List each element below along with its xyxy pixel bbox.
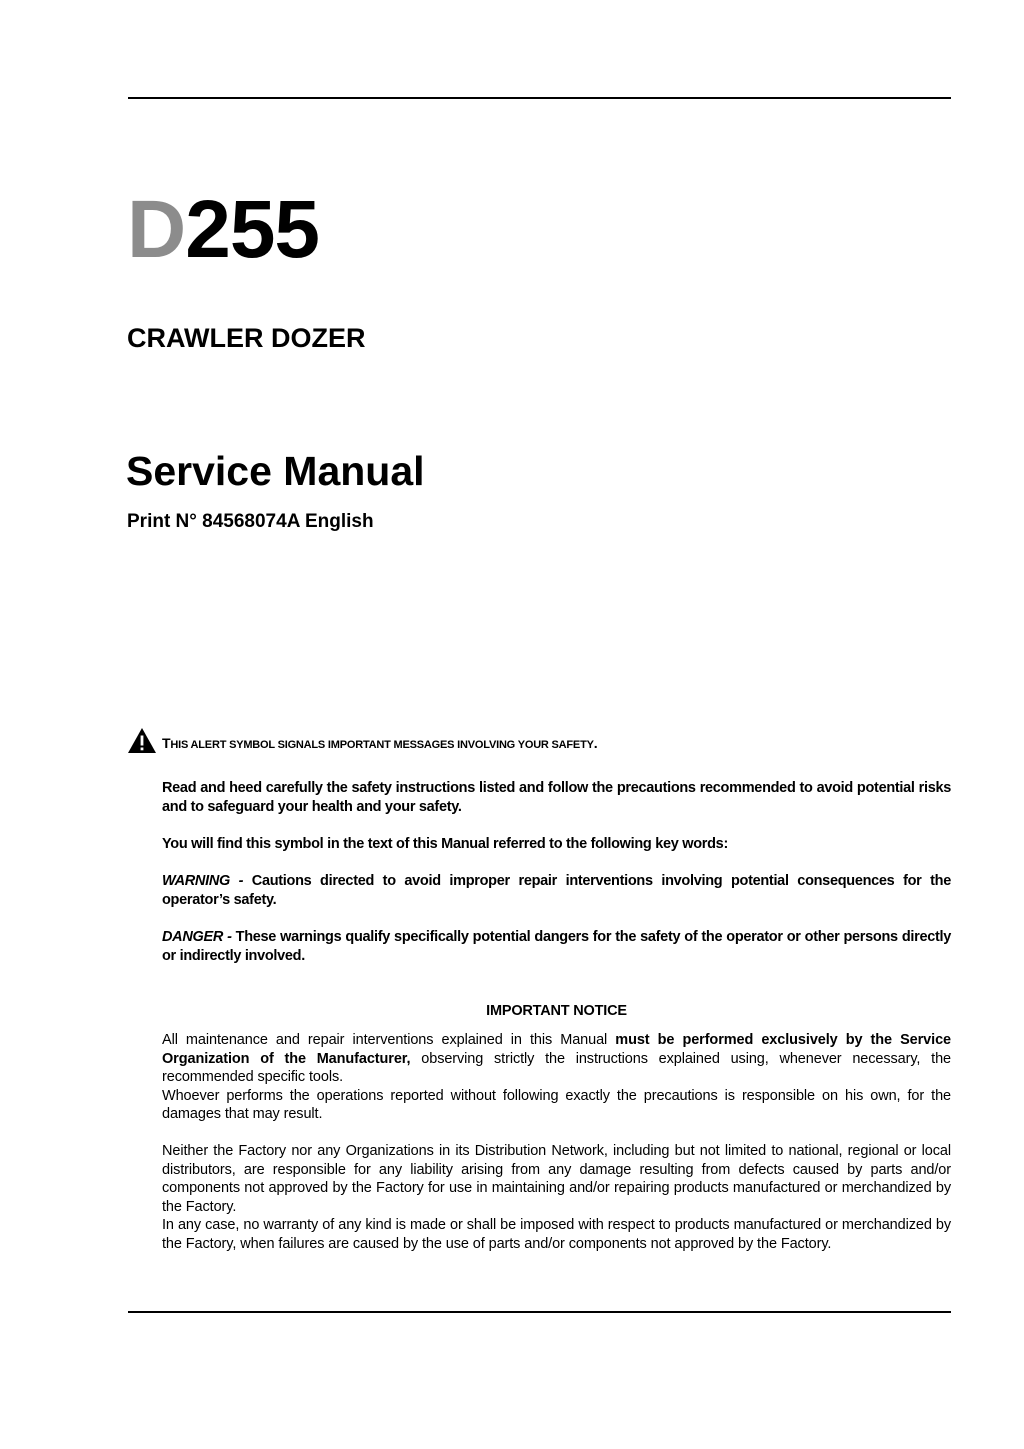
notice-paragraph-4: In any case, no warranty of any kind is made or shall be imposed with respect to products manufactured or merchandized by the Factory, when failures are caused by the use of parts and/or components not approved by the Factory. [162, 1217, 951, 1252]
safety-alert [127, 722, 597, 754]
notice-heading: IMPORTANT NOTICE [486, 1003, 627, 1019]
warning-definition [162, 872, 951, 910]
notice-p1-end: observing strictly the instructions explained using, whenever necessary, the recommended specific tools. [162, 1050, 951, 1086]
keywords-intro: You will find this symbol in the text of this Manual referred to the following key words: [162, 836, 728, 852]
bottom-rule [128, 1311, 951, 1313]
notice-p1-bold: must be performed exclusively by the Service Organization of the Manufacturer, [162, 1032, 951, 1067]
notice-block-2 [162, 1142, 951, 1254]
model-title [127, 180, 319, 280]
machine-type: CRAWLER DOZER [127, 323, 366, 353]
alert-text: HIS ALERT SYMBOL SIGNALS IMPORTANT MESSAGES INVOLVING YOUR SAFETY [170, 739, 594, 751]
document-title: Service Manual [126, 448, 425, 494]
notice-block-1 [162, 1031, 951, 1124]
notice-paragraph-2: Whoever performs the operations reported without following exactly the precautions is responsible on his own, for the damages that may result. [162, 1087, 951, 1123]
print-number: Print N° 84568074A English [127, 511, 374, 532]
notice-paragraph-1 [162, 1031, 951, 1087]
top-rule [128, 97, 951, 99]
alert-end: . [593, 735, 598, 751]
safety-intro: Read and heed carefully the safety instructions listed and follow the precautions recommended to avoid potential risks and to safeguard your health and your safety. [162, 780, 951, 815]
warning-triangle-icon [127, 727, 157, 754]
notice-p1-start: All maintenance and repair interventions explained in this Manual [162, 1032, 616, 1048]
warning-label: WARNING - [162, 873, 244, 889]
danger-text: These warnings qualify specifically potential dangers for the safety of the operator or other persons directly or indirectly involved. [162, 929, 951, 964]
warning-text: Cautions directed to avoid improper repair interventions involving potential consequences for the operator’s safety. [162, 873, 951, 908]
model-prefix: D [127, 184, 186, 275]
notice-paragraph-3: Neither the Factory nor any Organizations in its Distribution Network, including but not limited to national, regional or local distributors, are responsible for any liability arising from any damage resulting from defects caused by parts and/or components not approved by the Factory for use in maintaining and/or repairing products manufactured or merchandized by the Factory. [162, 1143, 951, 1215]
alert-message [162, 735, 597, 754]
alert-lead-letter: T [162, 735, 171, 751]
model-number: 255 [185, 184, 320, 275]
danger-label: DANGER - [162, 929, 232, 945]
danger-definition [162, 928, 951, 966]
